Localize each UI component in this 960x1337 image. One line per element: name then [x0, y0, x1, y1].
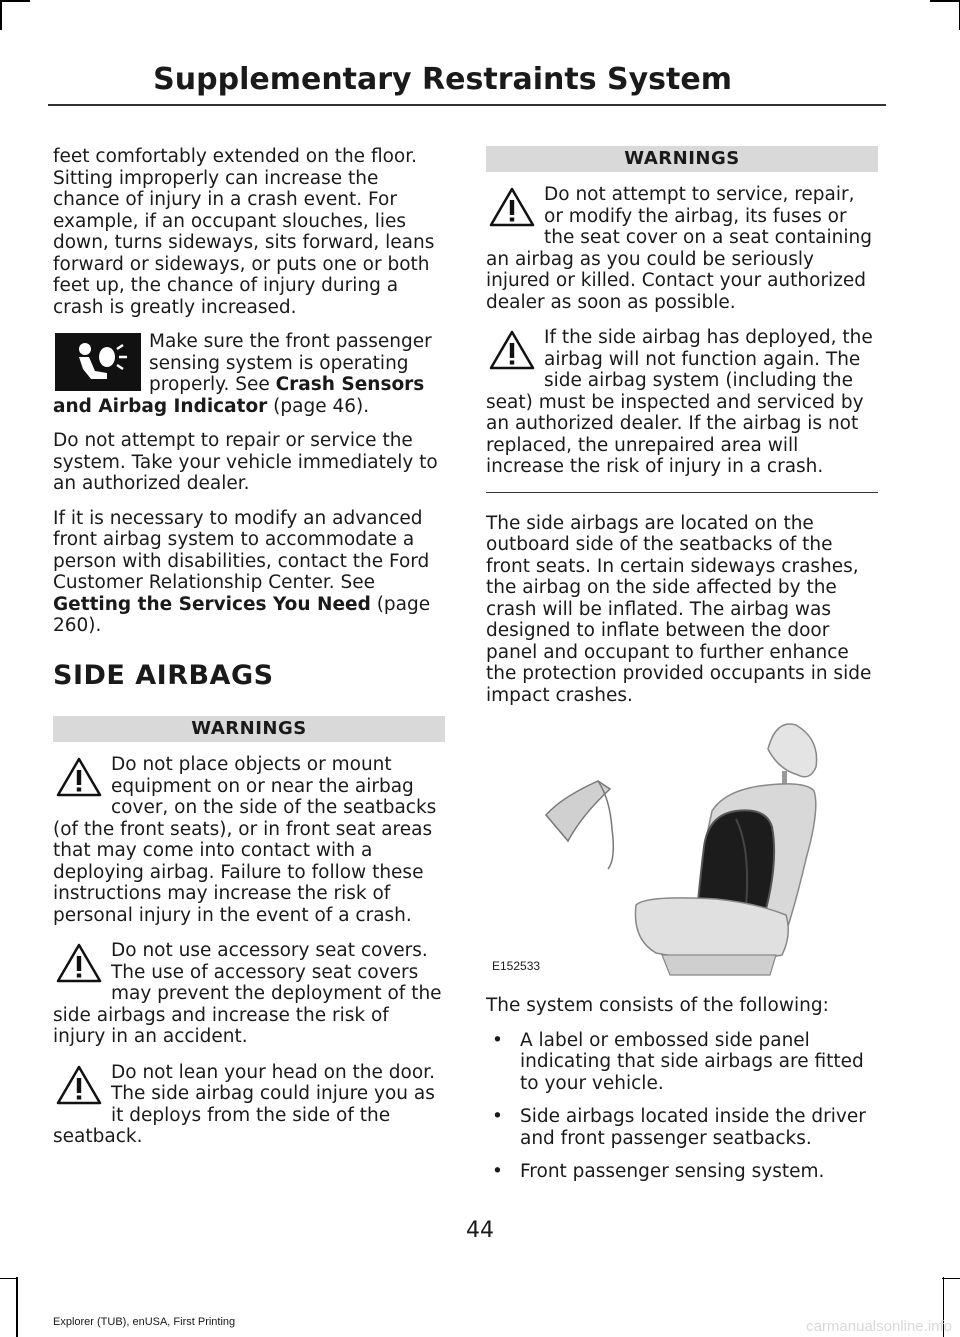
modify-text: If it is necessary to modify an advanced front airbag system to accommodate a person with disabilities, contact the Ford Customer Relationship Center. See [53, 507, 430, 593]
warning-text: Do not attempt to service, repair, or modify the airbag, its fuses or the seat cover on a seat containing an airbag as you could be seriously injured or killed. Contact your authorized dealer as soon as possible. [486, 184, 872, 313]
crash-sensors-link[interactable]: Crash Sensors and Airbag Indicator [53, 374, 425, 417]
warning-text: Do not place objects or mount equipment on or near the airbag cover, on the side of the seatbacks (of the front seats), or in front seat areas that may come into contact with a deploying airbag. Failure to follow these instructions may increase the risk of personal injury in the event of a crash. [53, 754, 437, 926]
crop-mark [16, 1277, 18, 1337]
crop-mark [930, 0, 960, 2]
warning-triangle-icon [55, 1064, 103, 1106]
crop-mark [0, 0, 2, 30]
edition-footer: Explorer (TUB), enUSA, First Printing [53, 1316, 236, 1328]
modify-page-ref: (page 260). [53, 593, 431, 636]
seat-airbag-illustration [486, 719, 878, 981]
airbag-note-text: Make sure the front passenger sensing system is operating properly. See [149, 331, 432, 395]
service-paragraph: Do not attempt to repair or service the system. Take your vehicle immediately to an authorized dealer. [53, 430, 438, 494]
intro-paragraph: feet comfortably extended on the floor. Sitting improperly can increase the chance of injury in a crash event. For example, if an occupant slouches, lies down, turns sideways, sits forward, leans forward or sideways, or puts one or both feet up, the chance of injury during a crash is greatly increased. [53, 146, 435, 318]
warning-triangle-icon [55, 942, 103, 984]
list-item: • A label or embossed side panel indicating that side airbags are fitted to your vehicle. [486, 1030, 878, 1095]
system-consists-paragraph: The system consists of the following: [486, 995, 829, 1016]
warning-triangle-icon [488, 186, 536, 228]
component-list [486, 1030, 878, 1183]
warning-item [53, 1062, 445, 1148]
list-item: • Side airbags located inside the driver and front passenger seatbacks. [486, 1106, 878, 1149]
warning-item [486, 327, 878, 478]
right-column [486, 146, 878, 1195]
warning-text: Do not lean your head on the door. The side airbag could injure you as it deploys from the side of the seatback. [53, 1061, 435, 1147]
title-divider [48, 104, 886, 106]
watermark: carmanualsonline.info [806, 1318, 952, 1335]
warnings-end-divider [486, 492, 878, 493]
crop-mark [0, 1278, 18, 1280]
seat-illustration-icon [486, 719, 878, 981]
section-heading: SIDE AIRBAGS [53, 659, 274, 691]
warnings-heading: WARNINGS [53, 716, 445, 742]
crop-mark [0, 0, 30, 2]
airbag-note-page-ref: (page 46). [267, 395, 370, 417]
warning-triangle-icon [55, 756, 103, 798]
airbag-warning-icon [55, 333, 141, 391]
warning-text: If the side airbag has deployed, the airbag will not function again. The side airbag system (including the seat) must be inspected and serviced by an authorized dealer. If the airbag is not replaced, the unrepaired area will increase the risk of injury in a crash. [486, 327, 873, 477]
left-column [53, 146, 445, 1162]
warning-item [486, 184, 878, 313]
page-number: 44 [466, 1218, 494, 1243]
services-link[interactable]: Getting the Services You Need [53, 593, 371, 615]
modify-paragraph [53, 508, 445, 637]
warning-text: Do not use accessory seat covers. The use of accessory seat covers may prevent the deployment of the side airbags and increase the risk of injury in an accident. [53, 940, 442, 1047]
list-item: • Front passenger sensing system. [486, 1161, 878, 1183]
figure-label: E152533 [492, 958, 541, 973]
warning-item [53, 754, 445, 926]
page-title: Supplementary Restraints System [153, 62, 732, 97]
warning-triangle-icon [488, 329, 536, 371]
warning-item [53, 940, 445, 1048]
airbag-note [53, 331, 445, 417]
side-airbag-paragraph: The side airbags are located on the outboard side of the seatbacks of the front seats. In certain sideways crashes, the airbag on the side affected by the crash will be inflated. The airbag was designed to inflate between the door panel and occupant to further enhance the protection provided occupants in side impact crashes. [486, 512, 872, 706]
warnings-heading: WARNINGS [486, 146, 878, 172]
crop-mark [942, 1278, 960, 1280]
